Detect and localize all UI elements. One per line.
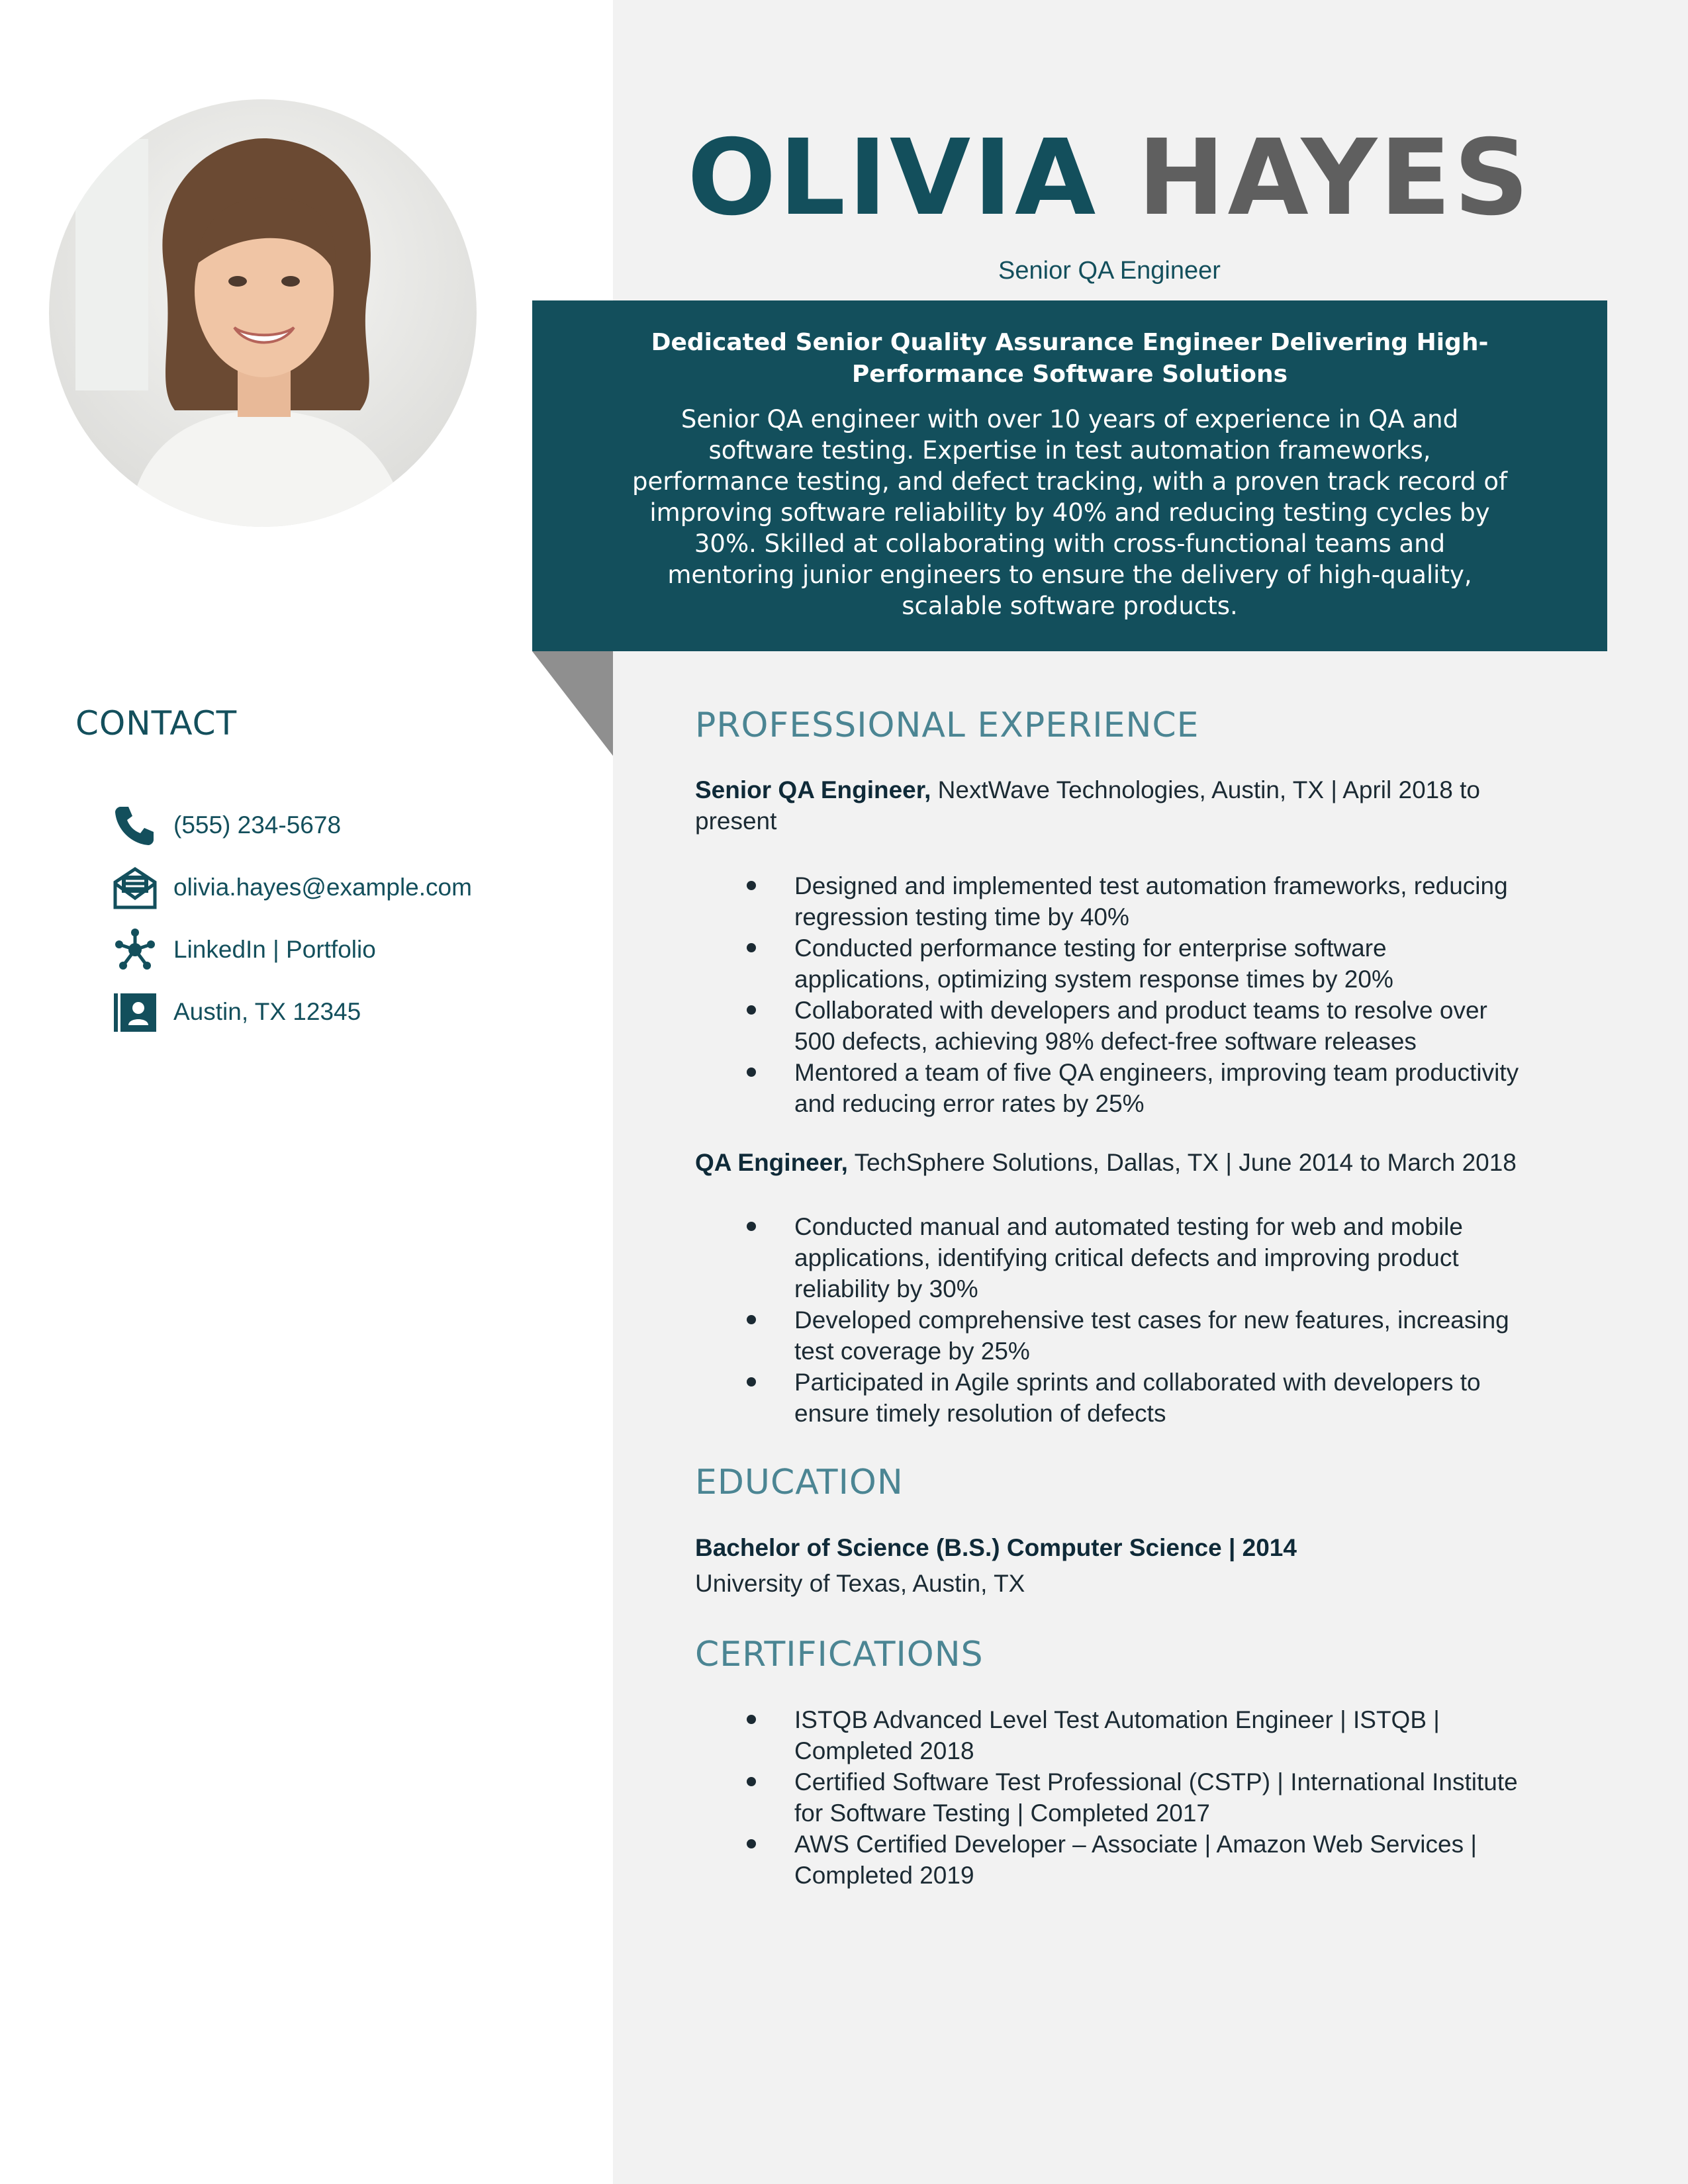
contact-address-text: Austin, TX 12345 (173, 998, 361, 1025)
job-title: Senior QA Engineer (998, 257, 1221, 285)
contact-links[interactable] (111, 919, 472, 981)
job-1-bullets (747, 870, 1528, 1119)
job-1-role: Senior QA Engineer, (695, 776, 931, 803)
summary-banner (532, 300, 1607, 651)
email-icon (111, 864, 159, 911)
list-item: AWS Certified Developer – Associate | Amazon Web Services | Completed 2019 (747, 1829, 1528, 1891)
education-school: University of Texas, Austin, TX (695, 1570, 1025, 1597)
banner-fold-decoration (532, 651, 613, 756)
list-item: Conducted performance testing for enterprise software applications, optimizing system response times by 20% (747, 933, 1528, 995)
list-item: ISTQB Advanced Level Test Automation Engineer | ISTQB | Completed 2018 (747, 1704, 1528, 1766)
education-degree: Bachelor of Science (B.S.) Computer Science | 2014 (695, 1534, 1297, 1561)
contact-email[interactable] (111, 856, 472, 919)
list-item: Certified Software Test Professional (CSTP) | International Institute for Software Testing | Completed 2017 (747, 1766, 1528, 1829)
certifications-list (747, 1704, 1528, 1891)
list-item: Collaborated with developers and product teams to resolve over 500 defects, achieving 98% defect-free software releases (747, 995, 1528, 1057)
list-item: Conducted manual and automated testing for web and mobile applications, identifying critical defects and improving product reliability by 30% (747, 1211, 1528, 1304)
job-2-header (695, 1147, 1529, 1178)
list-item: Participated in Agile sprints and collaborated with developers to ensure timely resolution of defects (747, 1367, 1528, 1429)
summary-text: Senior QA engineer with over 10 years of experience in QA and software testing. Expertise in test automation frameworks, performance testing, and defect tracking, with a proven track record of improving software reliability by 40% and reducing testing cycles by 30%. Skilled at collaborating with cross-functional teams and mentoring junior engineers to ensure the delivery of high-quality, scalable software products. (632, 405, 1508, 620)
profile-photo (49, 99, 477, 527)
list-item: Developed comprehensive test cases for new features, increasing test coverage by 25% (747, 1304, 1528, 1367)
job-1-header (695, 774, 1529, 837)
candidate-name (613, 117, 1606, 239)
list-item: Mentored a team of five QA engineers, improving team productivity and reducing error rates by 25% (747, 1057, 1528, 1119)
job-1-details: NextWave Technologies, Austin, TX | April 2018 to present (695, 776, 1480, 835)
last-name: HAYES (1137, 117, 1532, 239)
education-heading: EDUCATION (695, 1463, 904, 1502)
list-item: Designed and implemented test automation frameworks, reducing regression testing time by 40% (747, 870, 1528, 933)
phone-icon (111, 801, 159, 849)
contact-phone[interactable] (111, 794, 472, 856)
job-2-details: TechSphere Solutions, Dallas, TX | June 2014 to March 2018 (847, 1149, 1517, 1176)
job-2-bullets (747, 1211, 1528, 1429)
network-icon (111, 926, 159, 974)
contact-phone-text: (555) 234-5678 (173, 811, 342, 839)
contact-address[interactable] (111, 981, 472, 1043)
contact-links-text: LinkedIn | Portfolio (173, 936, 376, 963)
contact-list (111, 794, 472, 1043)
certifications-heading: CERTIFICATIONS (695, 1635, 984, 1674)
summary-headline: Dedicated Senior Quality Assurance Engineer Delivering High-Performance Software Solutions (651, 329, 1489, 388)
address-card-icon (111, 988, 159, 1036)
contact-email-text: olivia.hayes@example.com (173, 874, 472, 901)
first-name: OLIVIA (687, 117, 1099, 239)
experience-heading: PROFESSIONAL EXPERIENCE (695, 705, 1199, 745)
job-2-role: QA Engineer, (695, 1149, 848, 1176)
contact-heading: CONTACT (75, 704, 238, 743)
